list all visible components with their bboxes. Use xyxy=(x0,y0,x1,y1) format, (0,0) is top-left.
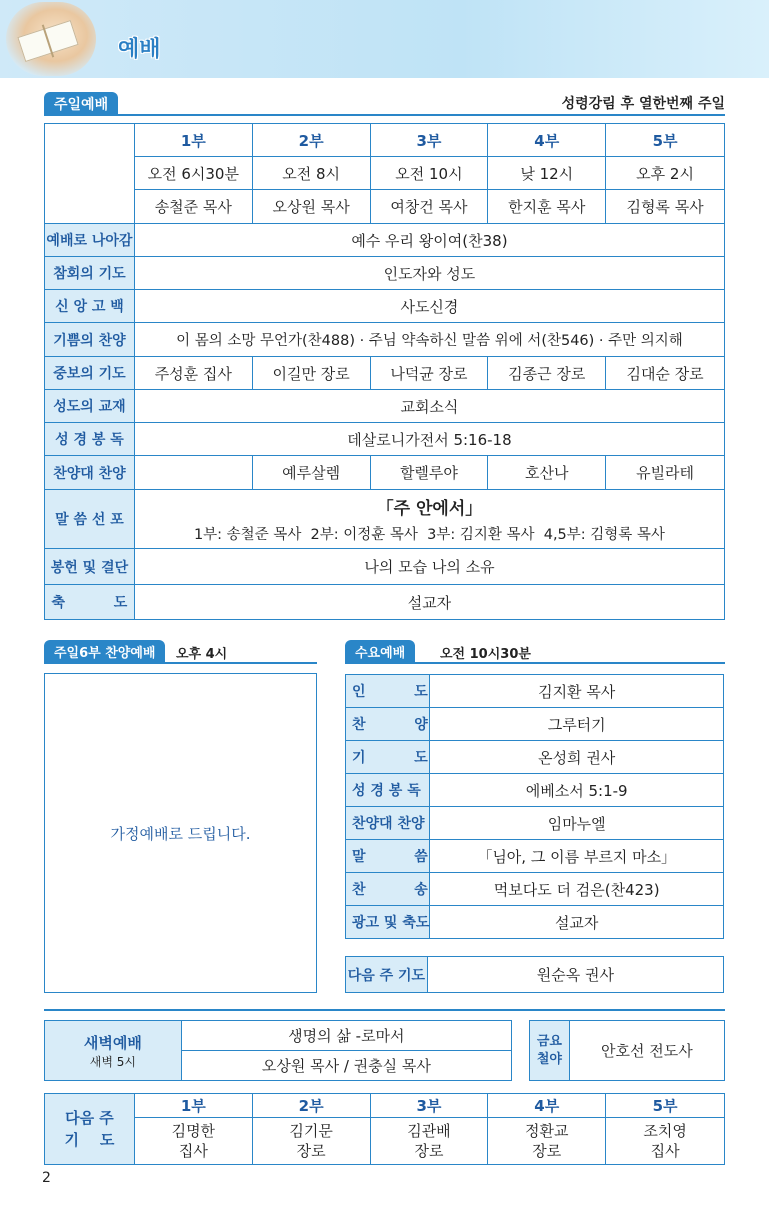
sunday-worship-table xyxy=(44,123,725,620)
part-header: 5부 xyxy=(606,1094,725,1118)
part-time: 오전 10시 xyxy=(370,157,488,190)
dawn-worship-table xyxy=(44,1020,512,1081)
row-value: 온성희 권사 xyxy=(430,741,724,774)
row-label: 인 도 xyxy=(346,675,430,708)
part-header: 2부 xyxy=(252,124,370,157)
sixth-worship-tab: 주일6부 찬양예배 xyxy=(44,640,165,663)
row-label: 기 도 xyxy=(346,741,430,774)
row-label: 축 도 xyxy=(45,585,135,620)
scripture-reading: 데살로니가전서 5:16-18 xyxy=(134,423,724,456)
row-value: 설교자 xyxy=(430,906,724,939)
row-label: 찬양대 찬양 xyxy=(45,456,135,490)
intercessor: 이길만 장로 xyxy=(252,357,370,390)
row-label: 광고 및 축도 xyxy=(346,906,430,939)
part-header: 5부 xyxy=(606,124,725,157)
page-number: 2 xyxy=(42,1170,51,1186)
row-value: 임마누엘 xyxy=(430,807,724,840)
part-leader: 여창건 목사 xyxy=(370,190,488,224)
next-prayer-person: 김명한 집사 xyxy=(134,1118,252,1165)
row-label: 성도의 교재 xyxy=(45,390,135,423)
row-label: 성 경 봉 독 xyxy=(45,423,135,456)
next-prayer-person: 김기문 장로 xyxy=(252,1118,370,1165)
part-time: 오후 2시 xyxy=(606,157,725,190)
next-prayer-label: 다음 주 기 도 xyxy=(45,1094,135,1165)
row-label: 말 씀 xyxy=(346,840,430,873)
sunday-note: 성령강림 후 열한번째 주일 xyxy=(561,96,725,112)
intercessor: 주성훈 집사 xyxy=(134,357,252,390)
wednesday-worship-table xyxy=(345,674,724,939)
creed: 사도신경 xyxy=(134,290,724,323)
part-header: 2부 xyxy=(252,1094,370,1118)
repentance-prayer: 인도자와 성도 xyxy=(134,257,724,290)
row-value: 그루터기 xyxy=(430,708,724,741)
part-leader: 한지훈 목사 xyxy=(488,190,606,224)
part-header: 3부 xyxy=(370,124,488,157)
part-time: 오전 8시 xyxy=(252,157,370,190)
sixth-worship-time: 오후 4시 xyxy=(176,647,228,662)
part-header: 1부 xyxy=(134,124,252,157)
choir-song xyxy=(134,456,252,490)
part-header: 1부 xyxy=(134,1094,252,1118)
friday-label: 금요 철야 xyxy=(530,1021,570,1081)
row-label: 다음 주 기도 xyxy=(346,957,428,993)
sermon-title: 「주 안에서」 xyxy=(376,499,483,519)
wednesday-worship-time: 오전 10시30분 xyxy=(440,647,531,662)
dawn-line2: 오상원 목사 / 권충실 목사 xyxy=(181,1051,511,1081)
approach-hymn: 예수 우리 왕이여(찬38) xyxy=(134,224,724,257)
page-title: 예배 xyxy=(118,37,161,62)
next-prayer-person: 정환교 장로 xyxy=(488,1118,606,1165)
row-label: 찬 양 xyxy=(346,708,430,741)
friday-vigil-table xyxy=(529,1020,725,1081)
part-leader: 김형록 목사 xyxy=(606,190,725,224)
row-label: 찬 송 xyxy=(346,873,430,906)
intercessor: 김종근 장로 xyxy=(488,357,606,390)
dawn-line1: 생명의 삶 -로마서 xyxy=(181,1021,511,1051)
intercessor: 김대순 장로 xyxy=(606,357,725,390)
row-value: 「님아, 그 이름 부르지 마소」 xyxy=(430,840,724,873)
row-label: 성 경 봉 독 xyxy=(346,774,430,807)
row-value: 에베소서 5:1-9 xyxy=(430,774,724,807)
row-label: 찬양대 찬양 xyxy=(346,807,430,840)
row-value: 원순옥 권사 xyxy=(427,957,723,993)
benediction: 설교자 xyxy=(134,585,724,620)
row-label: 봉헌 및 결단 xyxy=(45,549,135,585)
row-label: 말 씀 선 포 xyxy=(45,490,135,549)
sixth-worship-body: 가정예배로 드립니다. xyxy=(110,824,251,843)
row-label: 예배로 나아감 xyxy=(45,224,135,257)
choir-song: 호산나 xyxy=(488,456,606,490)
part-header: 3부 xyxy=(370,1094,488,1118)
wednesday-worship-tab: 수요예배 xyxy=(345,640,415,663)
choir-song: 유빌라테 xyxy=(606,456,725,490)
next-prayer-table xyxy=(44,1093,725,1165)
sunday-worship-tab: 주일예배 xyxy=(44,92,118,116)
wednesday-next-prayer xyxy=(345,956,724,993)
part-header: 4부 xyxy=(488,1094,606,1118)
part-time: 오전 6시30분 xyxy=(134,157,252,190)
next-prayer-person: 조치영 집사 xyxy=(606,1118,725,1165)
offering: 나의 모습 나의 소유 xyxy=(134,549,724,585)
intercessor: 나덕균 장로 xyxy=(370,357,488,390)
header-banner xyxy=(0,0,769,78)
row-label: 중보의 기도 xyxy=(45,357,135,390)
part-leader: 송철준 목사 xyxy=(134,190,252,224)
sermon-preachers: 1부: 송철준 목사 2부: 이정훈 목사 3부: 김지환 목사 4,5부: 김형록 목사 xyxy=(193,527,665,543)
material: 교회소식 xyxy=(134,390,724,423)
row-label: 참회의 기도 xyxy=(45,257,135,290)
praise-songs: 이 몸의 소망 무언가(찬488) · 주님 약속하신 말씀 위에 서(찬546) · 주만 의지해 xyxy=(134,323,724,357)
friday-leader: 안호선 전도사 xyxy=(569,1021,724,1081)
next-prayer-person: 김관배 장로 xyxy=(370,1118,488,1165)
part-header: 4부 xyxy=(488,124,606,157)
row-label: 신 앙 고 백 xyxy=(45,290,135,323)
part-leader: 오상원 목사 xyxy=(252,190,370,224)
sermon xyxy=(134,490,724,549)
choir-song: 예루살렘 xyxy=(252,456,370,490)
dawn-worship-label xyxy=(45,1021,182,1081)
row-label: 기쁨의 찬양 xyxy=(45,323,135,357)
choir-song: 할렐루야 xyxy=(370,456,488,490)
sixth-worship-box xyxy=(44,673,317,993)
part-time: 낮 12시 xyxy=(488,157,606,190)
praying-hands-bible-image xyxy=(6,2,96,76)
row-value: 먹보다도 더 검은(찬423) xyxy=(430,873,724,906)
dawn-time: 새벽 5시 xyxy=(89,1054,136,1069)
row-value: 김지환 목사 xyxy=(430,675,724,708)
dawn-title: 새벽예배 xyxy=(83,1033,142,1052)
